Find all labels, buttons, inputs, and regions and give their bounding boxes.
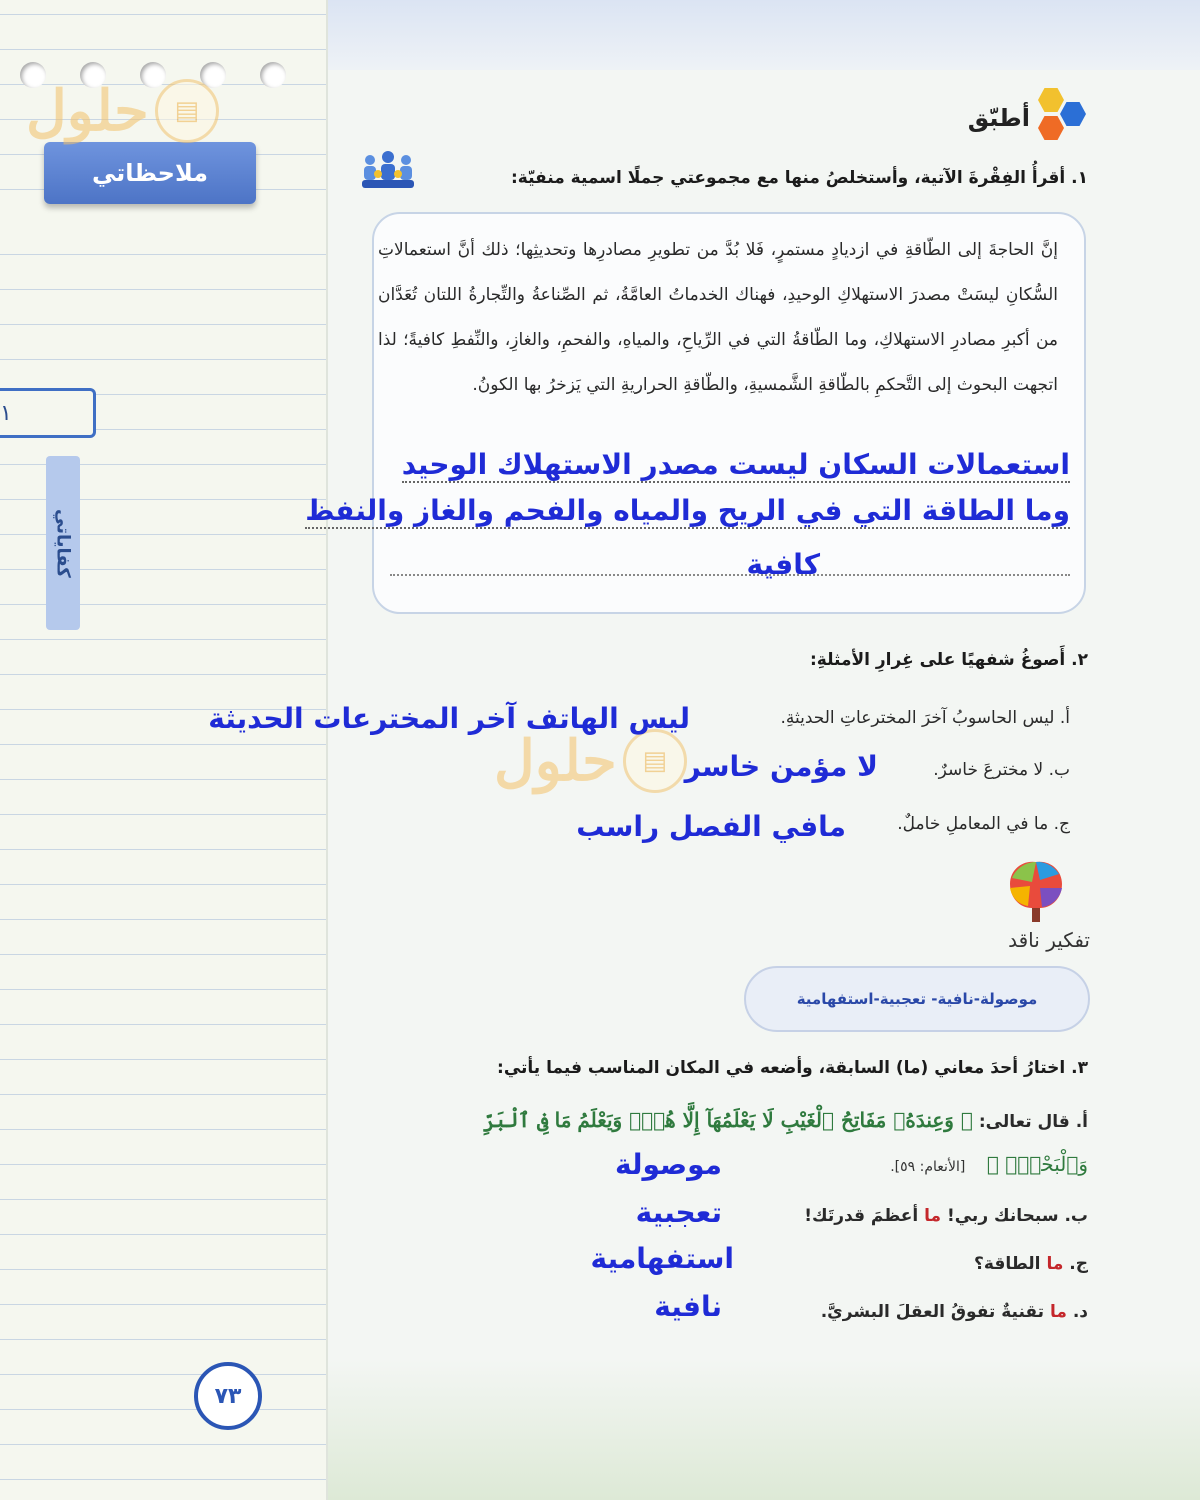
book-icon: ▤: [155, 79, 219, 143]
answer-line-1: استعمالات السكان ليست مصدر الاستهلاك الوحيد: [401, 448, 1070, 481]
q3-c-prefix: ج.: [1069, 1254, 1088, 1274]
answer-line-3: كافية: [746, 548, 820, 581]
q3-answer-d: نافية: [654, 1290, 722, 1323]
watermark-text: حلول: [26, 78, 149, 144]
q3-d-prefix: د.: [1072, 1302, 1088, 1322]
quran-reference: [الأنعام: ٥٩].: [890, 1159, 966, 1175]
ma-highlight: ما: [1046, 1254, 1064, 1274]
passage-box: [372, 212, 1086, 614]
q2-answer-a: ليس الهاتف آخر المخترعات الحديثة: [208, 702, 690, 735]
q2-item-b: ب. لا مخترعَ خاسرٌ.: [933, 760, 1070, 780]
q3-answer-c: استفهامية: [590, 1242, 734, 1275]
q3-d-rest: تقنيةٌ تفوقُ العقلَ البشريَّ.: [820, 1302, 1045, 1322]
q3-item-a-cont: [890, 1152, 1088, 1176]
question-1-prompt: ١. أقرأُ الفِقْرةَ الآتية، وأستخلصُ منها مع مجموعتي جملًا اسمية منفيّة:: [511, 168, 1088, 188]
side-label-strip: [46, 456, 80, 630]
q2-answer-c: مافي الفصل راسب: [576, 810, 846, 843]
answer-line-2: وما الطاقة التي في الريح والمياه والفحم والغاز والنفظ: [305, 494, 1070, 527]
question-2-prompt: ٢. أَصوغُ شفهيًا على غِرارِ الأمثلةِ:: [809, 650, 1088, 670]
lesson-number: ١: [0, 388, 96, 438]
q2-answer-b: لا مؤمن خاسر: [684, 750, 878, 783]
ma-meanings-box: موصولة-نافية- تعجبية-استفهامية: [744, 966, 1090, 1032]
quran-verse: ﴿ وَعِندَهُۥ مَفَاتِحُ ٱلْغَيْبِ لَا يَعْلَمُهَآ إِلَّا هُوَۚ وَيَعْلَمُ: [577, 1108, 973, 1132]
q3-item-a: [483, 1108, 1088, 1132]
answer-dots: [390, 574, 1070, 576]
brain-icon: [1004, 858, 1068, 924]
notes-column: [0, 0, 328, 1500]
question-3-prompt: ٣. اختارُ أحدَ معاني (ما) السابقة، وأضعه في المكان المناسب فيما يأتي:: [497, 1058, 1088, 1078]
passage-text: إنَّ الحاجةَ إلى الطّاقةِ في ازديادٍ مستمرٍ، فَلا بُدَّ من تطويرِ مصادرِها وتحديثِها؛ ذلك أنَّ استعمالاتِ السُّكانِ ليسَتْ مصدرَ الاستهلاكِ الوحيدِ، فهناك الخدماتُ العامَّةُ، ثم الصِّناعةُ والتِّجارةُ اللتان تُعَدَّان من أكبرِ مصادرِ الاستهلاكِ، وما الطّاقةُ التي في الرِّياحِ، والمياهِ، والفحمِ، والغازِ، والنِّفطِ كافيةً؛ لذا اتجهت البحوث إلى التَّحكمِ بالطّاقةِ الشَّمسيةِ، والطّاقةِ الحراريةِ التي يَزخرُ بها الكونُ.: [378, 240, 1058, 395]
ma-highlight: مَا: [554, 1108, 572, 1132]
watermark-logo: [494, 728, 687, 794]
q3-item-d: [821, 1302, 1088, 1322]
ma-highlight: ما: [1049, 1302, 1067, 1322]
side-label: كفاياتي: [52, 508, 74, 578]
hexagons-icon: [1028, 88, 1088, 144]
q3-answer-a: موصولة: [615, 1148, 722, 1181]
q3-c-rest: الطاقة؟: [974, 1254, 1041, 1274]
page-number: ٧٣: [194, 1362, 262, 1430]
quran-verse: فِى ٱلْبَرِّ: [483, 1108, 549, 1132]
q2-item-a: أ. ليس الحاسوبُ آخرَ المخترعاتِ الحديثةِ.: [780, 708, 1070, 728]
book-icon: ▤: [623, 729, 687, 793]
watermark-text: حلول: [494, 728, 617, 794]
notes-tab: ملاحظاتي: [44, 142, 256, 204]
q3-b-prefix: ب. سبحانك ربي!: [946, 1206, 1088, 1226]
q3-answer-b: تعجبية: [635, 1196, 722, 1229]
ma-highlight: ما: [924, 1206, 942, 1226]
section-title: أطبّق: [967, 104, 1030, 132]
page-bottom-band: [328, 1360, 1200, 1500]
critical-thinking-label: تفكير ناقد: [1008, 928, 1090, 952]
q3-item-b: [804, 1206, 1088, 1226]
group-work-icon: [360, 150, 416, 190]
q3-item-c: [974, 1254, 1088, 1274]
q3-a-prefix: أ. قال تعالى:: [978, 1112, 1088, 1132]
watermark-logo: [26, 78, 219, 144]
quran-verse-end: وَٱلْبَحْرِۚ ﴾: [986, 1152, 1088, 1176]
q2-item-c: ج. ما في المعاملِ خاملٌ.: [897, 814, 1070, 834]
binder-hole: [260, 62, 286, 88]
q3-b-rest: أعظمَ قدرتَك!: [804, 1206, 919, 1226]
page-top-band: [328, 0, 1200, 70]
